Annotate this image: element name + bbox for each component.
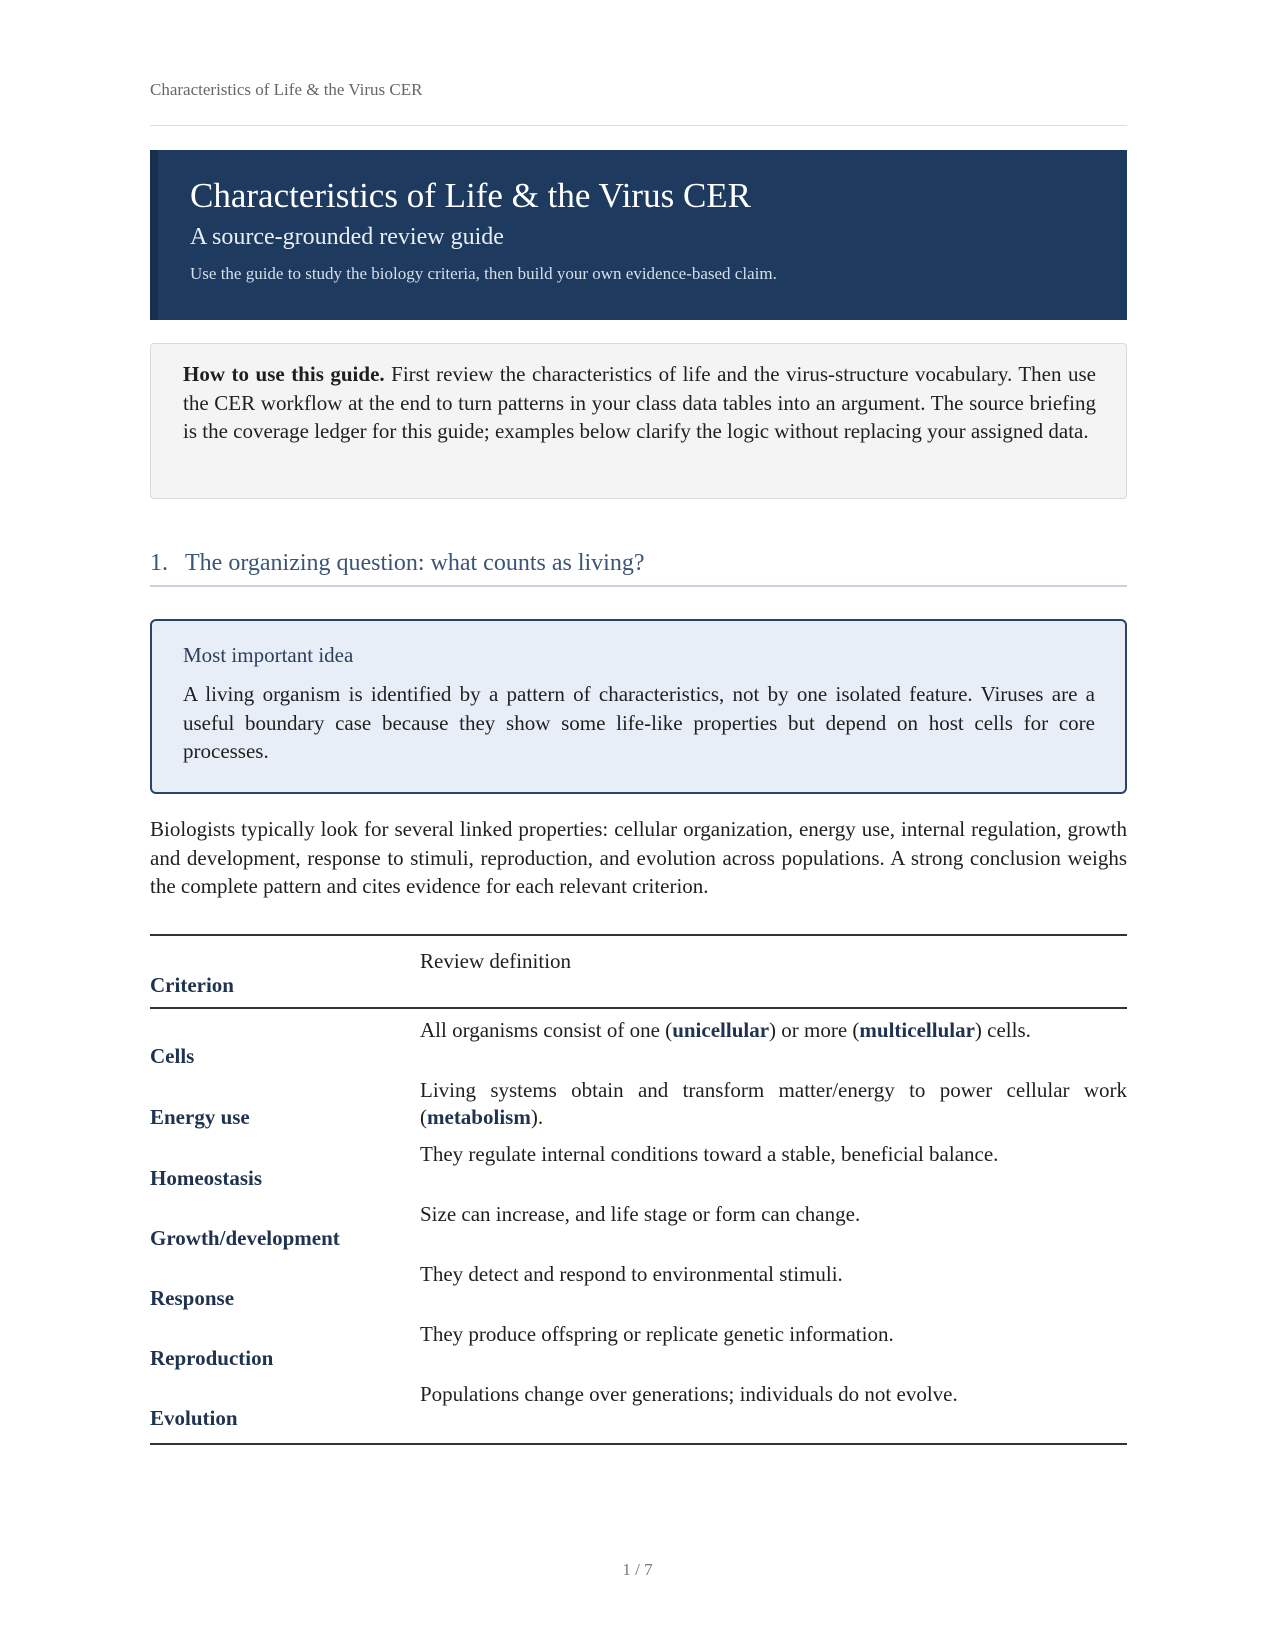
table-row-criterion: Homeostasis: [150, 1166, 262, 1190]
table-row-definition: Size can increase, and life stage or form can change.: [420, 1202, 861, 1226]
table-row-definition: They detect and respond to environmental stimuli.: [420, 1262, 843, 1286]
table-row-definition: They produce offspring or replicate genetic information.: [420, 1322, 894, 1346]
key-term: unicellular: [672, 1018, 770, 1042]
running-header: Characteristics of Life & the Virus CER: [150, 80, 423, 99]
definition-text: Living systems obtain and transform matter/energy to power cellular work (: [420, 1078, 1127, 1129]
key-term: metabolism: [427, 1105, 531, 1129]
definition-text: ) or more (: [769, 1018, 860, 1042]
table-row-definition: [420, 1017, 1127, 1044]
table-row-criterion: Energy use: [150, 1105, 250, 1129]
table-header-definition: Review definition: [420, 949, 572, 973]
how-to-lead: How to use this guide.: [183, 362, 385, 386]
header-rule: [150, 125, 1127, 126]
table-row-criterion: Response: [150, 1286, 235, 1310]
section-rule: [150, 585, 1127, 587]
page-number: 1 / 7: [622, 1560, 653, 1579]
section-heading: [150, 550, 644, 577]
how-to-text: First review the characteristics of life and the virus-structure vocabulary. Then use the CER workflow at the end to turn patterns in your class data tables into an argument. The source briefing is the coverage ledger for this guide; examples below clarify the logic without replacing your assigned data.: [183, 362, 1096, 443]
table-row-criterion: Growth/development: [150, 1226, 340, 1250]
section-title: The organizing question: what counts as living?: [185, 550, 645, 576]
table-row-criterion: Reproduction: [150, 1346, 274, 1370]
table-top-rule: [150, 934, 1127, 936]
definition-text: ) cells.: [974, 1018, 1031, 1042]
table-header-rule: [150, 1007, 1127, 1009]
definition-text: ).: [530, 1105, 544, 1129]
title-banner: [150, 150, 1127, 320]
key-idea-callout: [150, 619, 1127, 794]
callout-body: A living organism is identified by a pattern of characteristics, not by one isolated feature. Viruses are a useful boundary case because they show some life-like properties but depend on host cells for core processes.: [183, 682, 1095, 763]
table-row-definition: Populations change over generations; individuals do not evolve.: [420, 1382, 958, 1406]
document-title: Characteristics of Life & the Virus CER: [190, 176, 752, 215]
table-header-criterion: Criterion: [150, 973, 234, 997]
document-tagline: Use the guide to study the biology criteria, then build your own evidence-based claim.: [190, 264, 777, 283]
definition-text: All organisms consist of one (: [420, 1018, 673, 1042]
table-row-definition: They regulate internal conditions toward a stable, beneficial balance.: [420, 1142, 999, 1166]
table-row-criterion: Evolution: [150, 1406, 238, 1430]
table-bottom-rule: [150, 1443, 1127, 1445]
body-paragraph: Biologists typically look for several linked properties: cellular organization, energy use, internal regulation, growth and development, response to stimuli, reproduction, and evolution across populations. A strong conclusion weighs the complete pattern and cites evidence for each relevant criterion.: [150, 817, 1127, 898]
table-row-definition: [420, 1077, 1127, 1131]
key-term: multicellular: [859, 1018, 975, 1042]
document-subtitle: A source-grounded review guide: [190, 224, 504, 250]
callout-title: Most important idea: [183, 643, 354, 667]
table-row-criterion: Cells: [150, 1044, 195, 1068]
section-number: 1.: [150, 550, 168, 576]
how-to-box: [150, 343, 1127, 499]
